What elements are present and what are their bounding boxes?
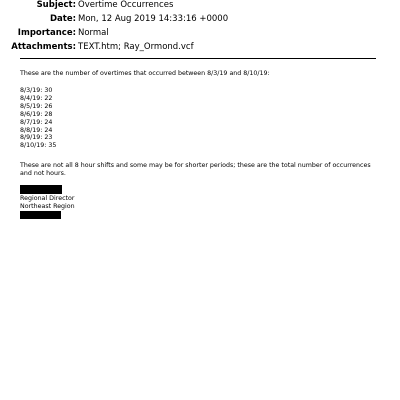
importance-label: Importance: xyxy=(17,28,76,38)
attachments-label: Attachments: xyxy=(11,42,76,52)
list-item: 8/7/19: 24 xyxy=(20,118,53,126)
importance-row xyxy=(0,26,400,40)
list-item: 8/5/19: 26 xyxy=(20,102,53,110)
list-item: 8/9/19: 23 xyxy=(20,134,53,142)
date-label: Date: xyxy=(49,14,76,24)
subject-label: Subject: xyxy=(36,0,76,10)
date-row xyxy=(0,12,400,26)
overtime-count-list xyxy=(20,87,56,150)
subject-row xyxy=(0,0,400,12)
list-item: 8/3/19: 30 xyxy=(20,87,53,94)
attachments-value: TEXT.htm; Ray_Ormond.vcf xyxy=(78,42,194,52)
signature-region: Northeast Region xyxy=(20,203,75,210)
importance-value: Normal xyxy=(78,28,109,38)
list-item: 8/10/19: 35 xyxy=(20,142,57,150)
redacted-contact-block xyxy=(20,211,61,219)
signature-title: Regional Director xyxy=(20,195,75,202)
intro-paragraph: These are the number of overtimes that occurred between 8/3/19 and 8/10/19: xyxy=(20,70,270,77)
note-paragraph: These are not all 8 hour shifts and some may be for shorter periods; these are the total number of occurrences and not hours. xyxy=(20,162,371,177)
date-value: Mon, 12 Aug 2019 14:33:16 +0000 xyxy=(78,14,229,24)
redacted-name-block xyxy=(20,185,62,194)
list-item: 8/4/19: 22 xyxy=(20,94,53,102)
header-divider xyxy=(20,58,376,59)
subject-value: Overtime Occurrences xyxy=(78,0,174,10)
list-item: 8/8/19: 24 xyxy=(20,126,53,134)
list-item: 8/6/19: 28 xyxy=(20,110,53,118)
attachments-row xyxy=(0,40,400,54)
